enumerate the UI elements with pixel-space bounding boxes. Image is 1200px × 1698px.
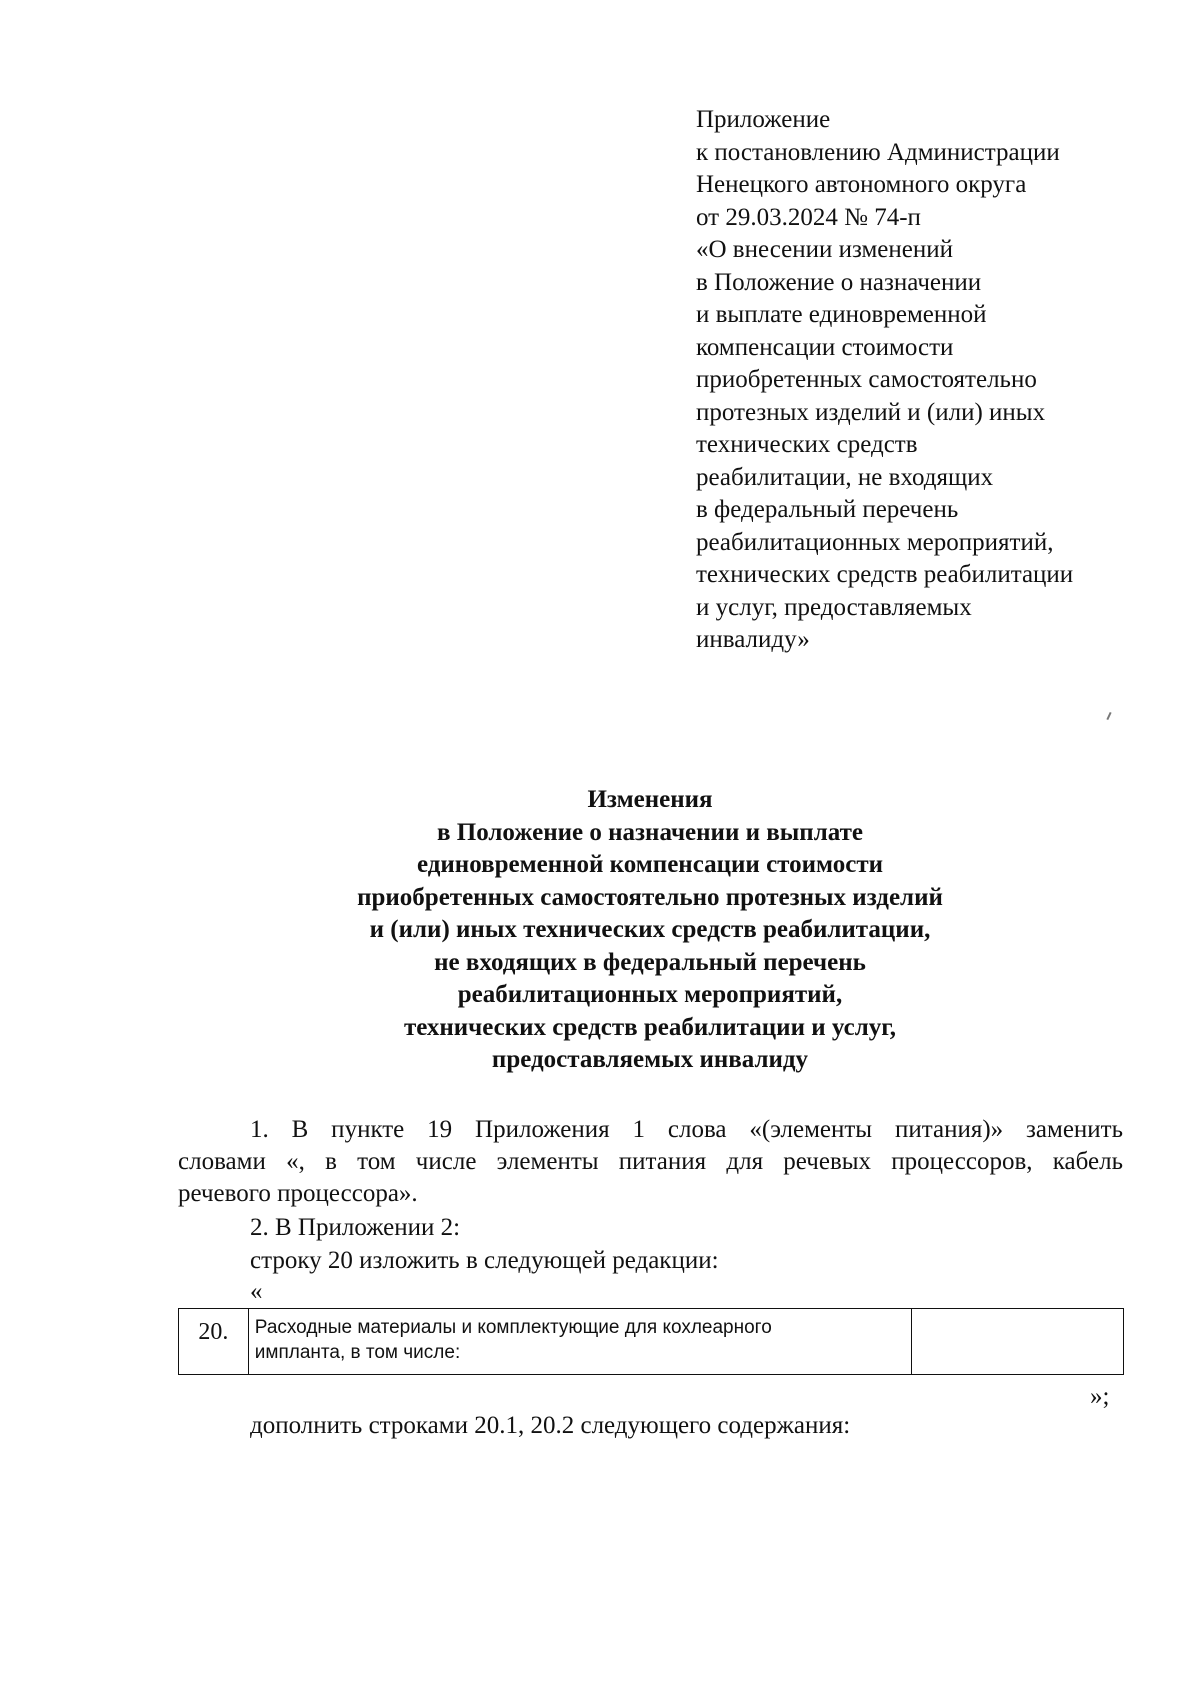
- appendix-line: реабилитации, не входящих: [696, 463, 994, 491]
- appendix-line: и выплате единовременной: [696, 301, 987, 328]
- description-line: импланта, в том числе:: [254, 1342, 461, 1363]
- appendix-line: технических средств: [696, 431, 918, 458]
- appendix-line: Ненецкого автономного округа: [696, 171, 1027, 198]
- close-quote: »;: [1090, 1383, 1110, 1410]
- amendment-table: [178, 1308, 1124, 1375]
- appendix-line: инвалиду»: [696, 626, 810, 653]
- appendix-line: приобретенных самостоятельно: [696, 366, 1037, 393]
- appendix-line: реабилитационных мероприятий,: [696, 528, 1054, 556]
- paragraph-line: словами «, в том числе элементы питания для речевых процессоров, кабель: [178, 1148, 1123, 1175]
- appendix-line: протезных изделий и (или) иных: [696, 398, 1046, 426]
- table-row: [179, 1309, 1124, 1375]
- title-line: приобретенных самостоятельно протезных изделий: [357, 883, 943, 911]
- paragraph-item-2: 2. В Приложении 2:: [250, 1214, 461, 1241]
- paragraph-item-1: [178, 1114, 1123, 1210]
- row-description-cell: [248, 1309, 911, 1375]
- title-line: единовременной компенсации стоимости: [416, 851, 883, 878]
- appendix-line: в Положение о назначении: [696, 268, 982, 296]
- document-title: [180, 784, 1120, 1077]
- appendix-header: [696, 104, 1176, 657]
- scan-mark: [1106, 712, 1111, 720]
- row-empty-cell: [911, 1309, 1123, 1375]
- title-line: предоставляемых инвалиду: [491, 1046, 809, 1073]
- open-quote: «: [250, 1278, 263, 1305]
- appendix-line: компенсации стоимости: [696, 333, 954, 361]
- appendix-line: к постановлению Администрации: [696, 138, 1060, 166]
- paragraph-replace-row-20: строку 20 изложить в следующей редакции:: [250, 1247, 719, 1274]
- description-line: Расходные материалы и комплектующие для кохлеарного: [254, 1317, 772, 1338]
- appendix-line: «О внесении изменений: [696, 236, 954, 263]
- appendix-line: и услуг, предоставляемых: [696, 593, 972, 621]
- appendix-line: технических средств реабилитации: [696, 561, 1074, 588]
- appendix-line: Приложение: [696, 106, 831, 133]
- paragraph-line: речевого процессора».: [178, 1180, 418, 1207]
- title-line: не входящих в федеральный перечень: [434, 948, 866, 976]
- title-line: технических средств реабилитации и услуг,: [403, 1013, 897, 1041]
- appendix-line: от 29.03.2024 № 74-п: [696, 203, 921, 231]
- paragraph-add-rows: дополнить строками 20.1, 20.2 следующего содержания:: [250, 1412, 851, 1439]
- paragraph-line: 1. В пункте 19 Приложения 1 слова «(элементы питания)» заменить: [250, 1116, 1123, 1143]
- title-line: и (или) иных технических средств реабилитации,: [369, 916, 931, 943]
- title-line: в Положение о назначении и выплате: [437, 818, 863, 846]
- title-line: реабилитационных мероприятий,: [457, 981, 843, 1008]
- row-number-cell: 20.: [179, 1309, 249, 1375]
- title-line: Изменения: [587, 786, 713, 813]
- appendix-line: в федеральный перечень: [696, 496, 959, 523]
